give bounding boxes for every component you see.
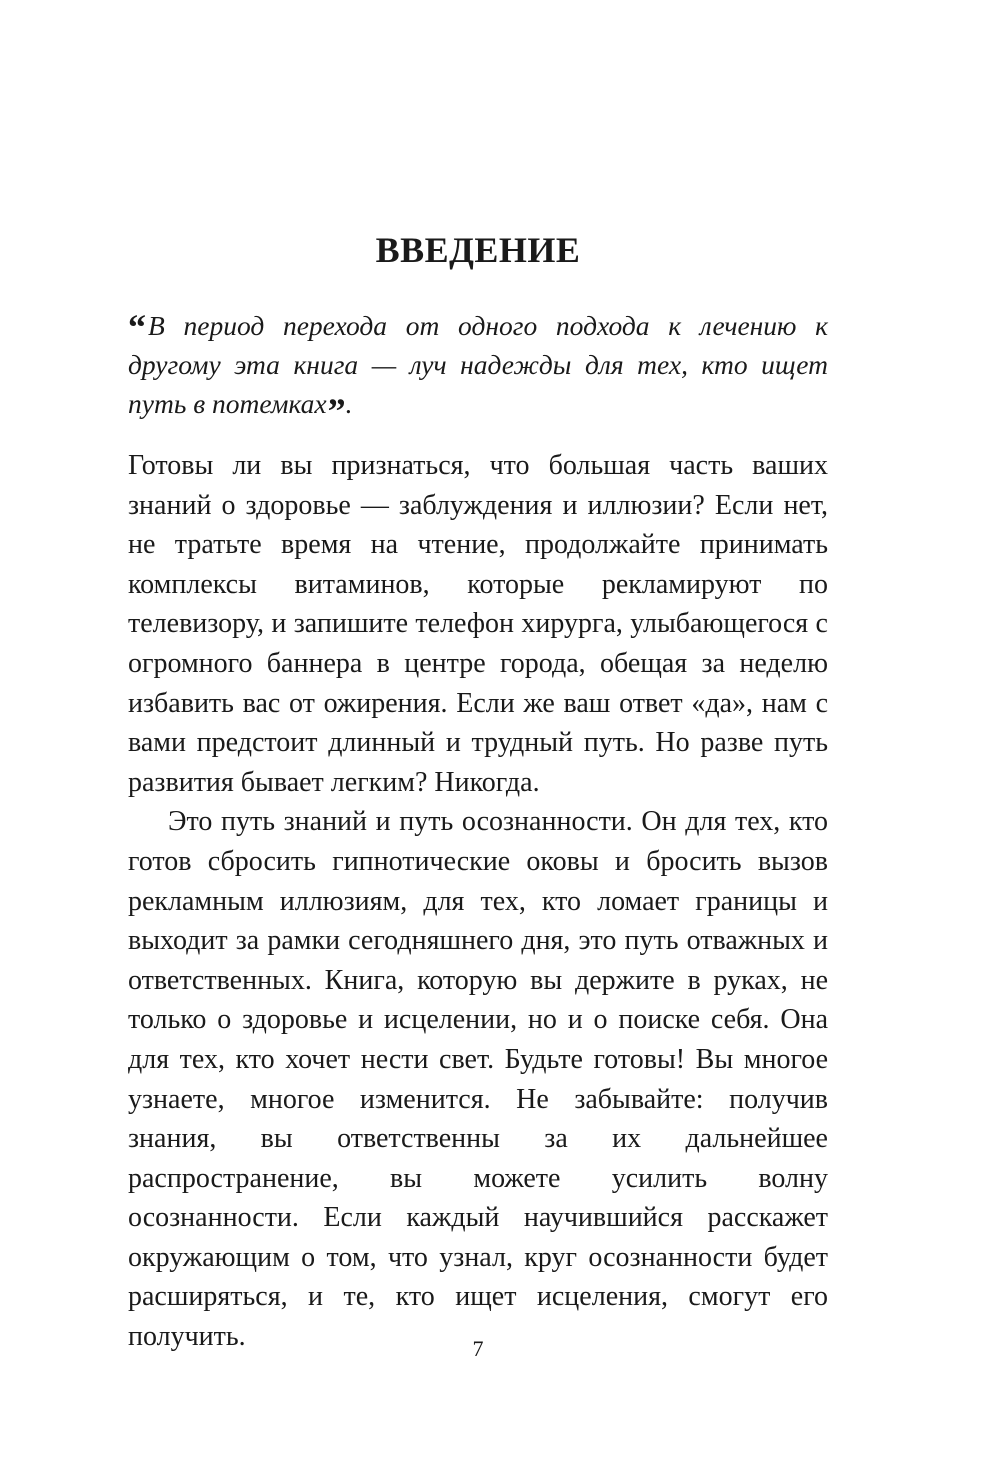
page-number: 7	[472, 1336, 484, 1361]
paragraph-1: Готовы ли вы признаться, что большая часть ваших знаний о здоровье — заблуждения и иллюзии? Если нет, не тратьте время на чтение, продолжайте принимать комплексы витаминов, которые рекламируют по телевизору, и запишите телефон хирурга, улыбающегося с огромного баннера в центре города, обещая за неделю избавить вас от ожирения. Если же ваш ответ «да», нам с вами предстоит длинный и трудный путь. Но разве путь развития бывает легким? Никогда.	[128, 450, 828, 798]
paragraph-2: Это путь знаний и путь осознанности. Он для тех, кто готов сбросить гипнотические оковы и бросить вызов рекламным иллюзиям, для тех, кто ломает границы и выходит за рамки сегодняшнего дня, это путь отважных и ответственных. Книга, которую вы держите в руках, не только о здоровье и исцелении, но и о поиске себя. Она для тех, кто хочет нести свет. Будьте готовы! Вы многое узнаете, многое изменится. Не забывайте: получив знания, вы ответственны за их дальнейшее распространение, вы можете усилить волну осознанности. Если каждый научившийся расскажет окружающим о том, что узнал, круг осознанности будет расширяться, и те, кто ищет исцеления, смогут его получить.	[128, 806, 828, 1353]
book-page	[128, 0, 828, 1468]
epigraph	[128, 306, 828, 431]
epigraph-open-quote: “	[128, 307, 146, 347]
epigraph-end-punct: .	[345, 388, 353, 419]
epigraph-text: В период перехода от одного подхода к лечению к другому эта книга — луч надежды для тех, кто ищет путь в потемках	[128, 310, 828, 419]
epigraph-close-quote: ”	[327, 391, 346, 431]
chapter-title: ВВЕДЕНИЕ	[375, 230, 581, 270]
body-text	[128, 446, 828, 1357]
